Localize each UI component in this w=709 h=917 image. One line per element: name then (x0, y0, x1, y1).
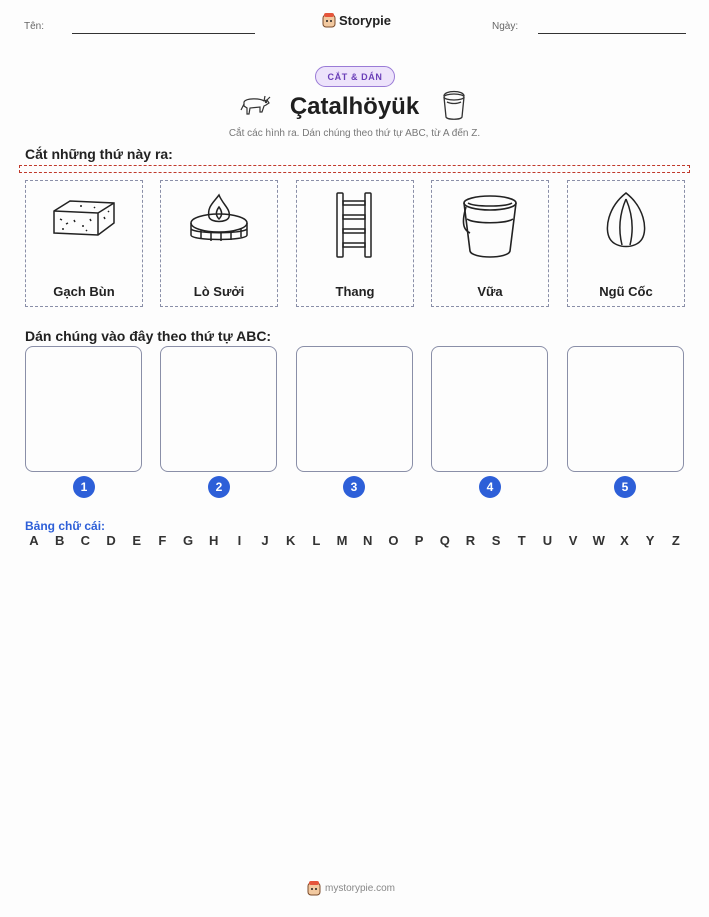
alphabet-letter: Y (645, 533, 655, 548)
footer (307, 880, 395, 896)
paste-slot-2[interactable] (160, 346, 277, 472)
alphabet-letter: T (517, 533, 526, 548)
slot-number-badge: 5 (614, 476, 636, 498)
cut-heading: Cắt những thứ này ra: (25, 146, 173, 162)
cut-card-label: Vữa (477, 284, 503, 299)
cut-card-label: Ngũ Cốc (599, 284, 653, 299)
date-line (538, 33, 686, 34)
activity-tag: CẮT & DÁN (315, 66, 395, 87)
cut-card-label: Gạch Bùn (53, 284, 115, 299)
bucket-icon (456, 189, 524, 261)
alphabet-letter: V (568, 533, 578, 548)
paste-slot-4[interactable] (431, 346, 548, 472)
alphabet-letter: P (414, 533, 424, 548)
cut-card-ladder[interactable] (296, 180, 414, 307)
alphabet-letter: J (261, 533, 269, 548)
alphabet-letter: F (158, 533, 167, 548)
alphabet-letter: B (54, 533, 65, 548)
cut-card-label: Thang (335, 284, 375, 299)
cut-card-mortar[interactable] (431, 180, 549, 307)
alphabet-letter: G (182, 533, 194, 548)
alphabet-letter: X (620, 533, 629, 548)
paste-heading: Dán chúng vào đây theo thứ tự ABC: (25, 328, 272, 344)
slot-number-badge: 4 (479, 476, 501, 498)
alphabet-heading: Bảng chữ cái: (25, 519, 106, 533)
ladder-icon (321, 189, 389, 261)
cut-line (19, 165, 690, 173)
alphabet-letter: K (286, 533, 296, 548)
storypie-mascot-icon (307, 880, 321, 896)
alphabet-letter: L (312, 533, 321, 548)
date-label: Ngày: (492, 21, 519, 32)
paste-slot-1[interactable] (25, 346, 142, 472)
alphabet-letter: N (363, 533, 373, 548)
brand-name: Storypie (339, 12, 392, 28)
alphabet-letter: S (491, 533, 501, 548)
alphabet-letter: Q (439, 533, 450, 548)
alphabet-letter: A (29, 533, 39, 548)
alphabet-letter: Z (671, 533, 680, 548)
slot-number-badge: 1 (73, 476, 95, 498)
storypie-mascot-icon (322, 12, 336, 28)
footer-url[interactable]: mystorypie.com (325, 882, 396, 894)
page-title: Çatalhöyük (289, 93, 420, 120)
alphabet-letter: I (237, 533, 242, 548)
cut-card-label: Lò Sưởi (193, 284, 245, 299)
hearth-fire-icon (185, 189, 253, 251)
instructions: Cắt các hình ra. Dán chúng theo thứ tự ABC, từ A đến Z. (228, 128, 481, 139)
grain-icon (592, 189, 660, 253)
cut-card-grain[interactable] (567, 180, 685, 307)
name-label: Tên: (24, 21, 45, 32)
slot-number-badge: 2 (208, 476, 230, 498)
name-line (72, 33, 255, 34)
alphabet-letter: M (336, 533, 348, 548)
alphabet-letter: R (465, 533, 476, 548)
cut-card-hearth[interactable] (160, 180, 278, 307)
cut-card-mud-brick[interactable] (25, 180, 143, 307)
paste-slot-3[interactable] (296, 346, 413, 472)
alphabet-row (25, 533, 685, 548)
slot-number-badge: 3 (343, 476, 365, 498)
brand-logo (322, 12, 391, 28)
alphabet-letter: D (106, 533, 116, 548)
alphabet-letter: W (592, 533, 605, 548)
alphabet-letter: C (80, 533, 91, 548)
mud-brick-icon (50, 189, 118, 245)
alphabet-letter: U (542, 533, 553, 548)
alphabet-letter: O (388, 533, 399, 548)
alphabet-letter: H (209, 533, 219, 548)
bucket-title-icon (441, 90, 467, 122)
paste-slot-5[interactable] (567, 346, 684, 472)
alphabet-letter: E (132, 533, 142, 548)
